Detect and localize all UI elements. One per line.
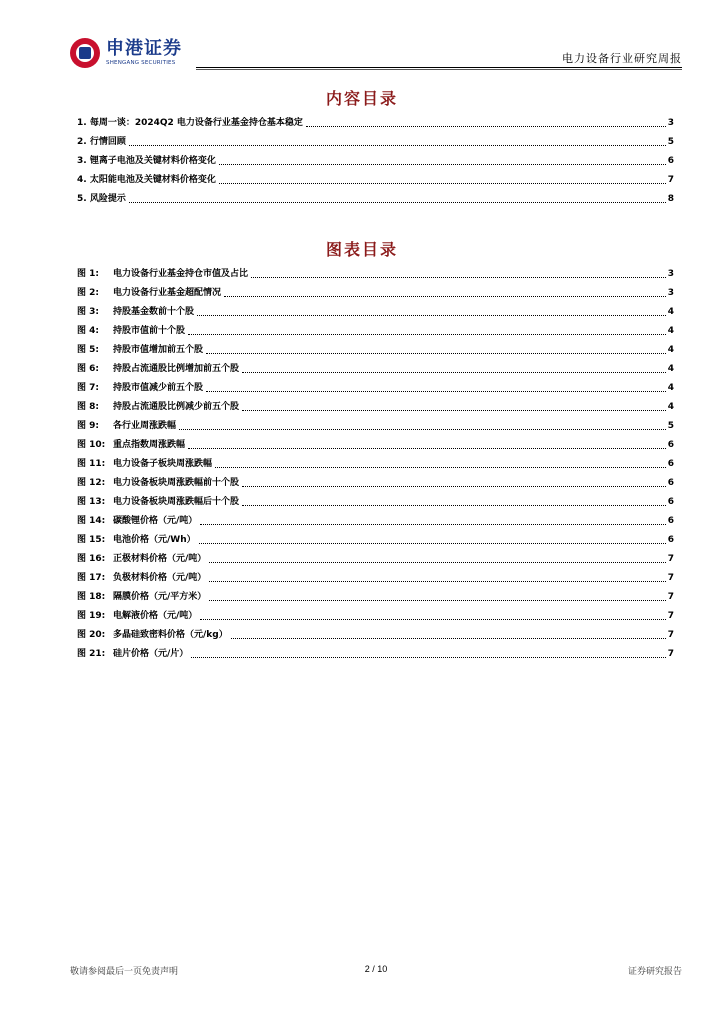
figure-number: 图 13:: [77, 497, 106, 507]
figure-entry[interactable]: [77, 475, 674, 494]
dot-leader: [209, 562, 665, 563]
dot-leader: [306, 126, 666, 127]
figure-number: 图 9:: [77, 421, 99, 431]
logo-name-cn: 申港证券: [106, 38, 182, 59]
figures-list: [77, 266, 674, 665]
entry-page-number: 4: [667, 345, 674, 355]
footer-report-type: 证券研究报告: [627, 967, 682, 977]
entry-label: 电力设备板块周涨跌幅前十个股: [113, 478, 240, 488]
entry-label: 电力设备子板块周涨跌幅: [113, 459, 213, 469]
entry-page-number: 5: [667, 421, 674, 431]
dot-leader: [242, 486, 666, 487]
figure-entry[interactable]: [77, 532, 674, 551]
entry-label: 电力设备行业基金超配情况: [113, 288, 222, 298]
entry-label: 电力设备板块周涨跌幅后十个股: [113, 497, 240, 507]
figure-entry[interactable]: [77, 494, 674, 513]
dot-leader: [206, 391, 666, 392]
figure-entry[interactable]: [77, 380, 674, 399]
figure-number: 图 21:: [77, 649, 106, 659]
entry-page-number: 4: [667, 307, 674, 317]
figure-number: 图 1:: [77, 269, 99, 279]
contents-entry[interactable]: [77, 172, 674, 191]
dot-leader: [242, 372, 666, 373]
figure-entry[interactable]: [77, 266, 674, 285]
contents-entry[interactable]: [77, 191, 674, 210]
figure-number: 图 2:: [77, 288, 99, 298]
figure-number: 图 7:: [77, 383, 99, 393]
figure-number: 图 15:: [77, 535, 106, 545]
entry-label: 电力设备行业基金持仓市值及占比: [113, 269, 249, 279]
entry-label: 负极材料价格（元/吨）: [113, 573, 207, 583]
contents-entry[interactable]: [77, 153, 674, 172]
dot-leader: [206, 353, 666, 354]
entry-label: 持股市值减少前五个股: [113, 383, 204, 393]
entry-page-number: 6: [667, 459, 674, 469]
figure-number: 图 6:: [77, 364, 99, 374]
figure-entry[interactable]: [77, 646, 674, 665]
contents-list: [77, 115, 674, 210]
entry-label: 隔膜价格（元/平方米）: [113, 592, 207, 602]
entry-label: 多晶硅致密料价格（元/kg）: [113, 630, 228, 640]
figure-entry[interactable]: [77, 361, 674, 380]
entry-page-number: 3: [667, 269, 674, 279]
dot-leader: [219, 164, 666, 165]
contents-entry[interactable]: [77, 115, 674, 134]
contents-entry[interactable]: [77, 134, 674, 153]
page-header: [70, 36, 682, 70]
page-number: 2 / 10: [364, 964, 388, 974]
figure-entry[interactable]: [77, 513, 674, 532]
dot-leader: [197, 315, 666, 316]
report-title: 电力设备行业研究周报: [562, 52, 682, 65]
figure-entry[interactable]: [77, 456, 674, 475]
entry-label: 持股占流通股比例增加前五个股: [113, 364, 240, 374]
header-divider: [196, 67, 682, 68]
figure-number: 图 17:: [77, 573, 106, 583]
entry-label: 持股市值前十个股: [113, 326, 186, 336]
figure-entry[interactable]: [77, 323, 674, 342]
dot-leader: [224, 296, 666, 297]
logo-name-en: SHENGANG SECURITIES: [106, 60, 176, 66]
figure-number: 图 19:: [77, 611, 106, 621]
entry-label: 持股市值增加前五个股: [113, 345, 204, 355]
dot-leader: [242, 505, 666, 506]
figure-number: 图 14:: [77, 516, 106, 526]
entry-label: 3. 锂离子电池及关键材料价格变化: [77, 156, 216, 166]
figure-entry[interactable]: [77, 608, 674, 627]
entry-page-number: 7: [667, 554, 674, 564]
figure-number: 图 18:: [77, 592, 106, 602]
entry-label: 1. 每周一谈：2024Q2 电力设备行业基金持仓基本稳定: [77, 118, 303, 128]
entry-label: 2. 行情回顾: [77, 137, 126, 147]
dot-leader: [179, 429, 666, 430]
entry-page-number: 7: [667, 592, 674, 602]
entry-page-number: 7: [667, 611, 674, 621]
dot-leader: [251, 277, 666, 278]
figure-number: 图 20:: [77, 630, 106, 640]
dot-leader: [242, 410, 666, 411]
figure-number: 图 12:: [77, 478, 106, 488]
header-divider-thin: [196, 69, 682, 70]
figures-title: 图表目录: [325, 240, 398, 259]
entry-label: 4. 太阳能电池及关键材料价格变化: [77, 175, 216, 185]
figure-entry[interactable]: [77, 437, 674, 456]
figure-number: 图 11:: [77, 459, 106, 469]
dot-leader: [200, 619, 665, 620]
entry-page-number: 7: [667, 649, 674, 659]
entry-label: 电解液价格（元/吨）: [113, 611, 198, 621]
figure-entry[interactable]: [77, 285, 674, 304]
entry-page-number: 8: [667, 194, 674, 204]
entry-label: 重点指数周涨跌幅: [113, 440, 186, 450]
figure-number: 图 4:: [77, 326, 99, 336]
dot-leader: [209, 581, 665, 582]
entry-page-number: 6: [667, 516, 674, 526]
entry-label: 各行业周涨跌幅: [113, 421, 177, 431]
figure-entry[interactable]: [77, 304, 674, 323]
entry-label: 持股占流通股比例减少前五个股: [113, 402, 240, 412]
contents-title: 内容目录: [325, 89, 398, 108]
dot-leader: [215, 467, 666, 468]
entry-page-number: 4: [667, 402, 674, 412]
dot-leader: [191, 657, 665, 658]
entry-page-number: 6: [667, 156, 674, 166]
dot-leader: [219, 183, 666, 184]
entry-page-number: 6: [667, 478, 674, 488]
entry-page-number: 3: [667, 288, 674, 298]
footer-disclaimer: 敬请参阅最后一页免责声明: [70, 967, 179, 977]
entry-page-number: 4: [667, 364, 674, 374]
figure-number: 图 3:: [77, 307, 99, 317]
dot-leader: [200, 524, 665, 525]
dot-leader: [188, 334, 666, 335]
figure-entry[interactable]: [77, 399, 674, 418]
dot-leader: [129, 202, 666, 203]
entry-label: 碳酸锂价格（元/吨）: [113, 516, 198, 526]
entry-page-number: 6: [667, 440, 674, 450]
figure-number: 图 8:: [77, 402, 99, 412]
figure-entry[interactable]: [77, 627, 674, 646]
entry-page-number: 4: [667, 383, 674, 393]
figure-number: 图 10:: [77, 440, 106, 450]
figure-entry[interactable]: [77, 589, 674, 608]
figure-number: 图 5:: [77, 345, 99, 355]
entry-label: 5. 风险提示: [77, 194, 126, 204]
dot-leader: [188, 448, 666, 449]
figure-entry[interactable]: [77, 342, 674, 361]
entry-page-number: 5: [667, 137, 674, 147]
dot-leader: [209, 600, 665, 601]
figure-number: 图 16:: [77, 554, 106, 564]
entry-page-number: 7: [667, 573, 674, 583]
dot-leader: [231, 638, 666, 639]
logo-emblem-icon: [70, 38, 100, 68]
figure-entry[interactable]: [77, 551, 674, 570]
entry-label: 电池价格（元/Wh）: [113, 535, 196, 545]
entry-page-number: 3: [667, 118, 674, 128]
figure-entry[interactable]: [77, 570, 674, 589]
entry-label: 硅片价格（元/片）: [113, 649, 189, 659]
dot-leader: [129, 145, 666, 146]
company-logo: [70, 36, 182, 70]
entry-page-number: 7: [667, 630, 674, 640]
dot-leader: [199, 543, 666, 544]
figure-entry[interactable]: [77, 418, 674, 437]
entry-page-number: 6: [667, 535, 674, 545]
entry-label: 正极材料价格（元/吨）: [113, 554, 207, 564]
entry-label: 持股基金数前十个股: [113, 307, 195, 317]
entry-page-number: 6: [667, 497, 674, 507]
entry-page-number: 7: [667, 175, 674, 185]
entry-page-number: 4: [667, 326, 674, 336]
